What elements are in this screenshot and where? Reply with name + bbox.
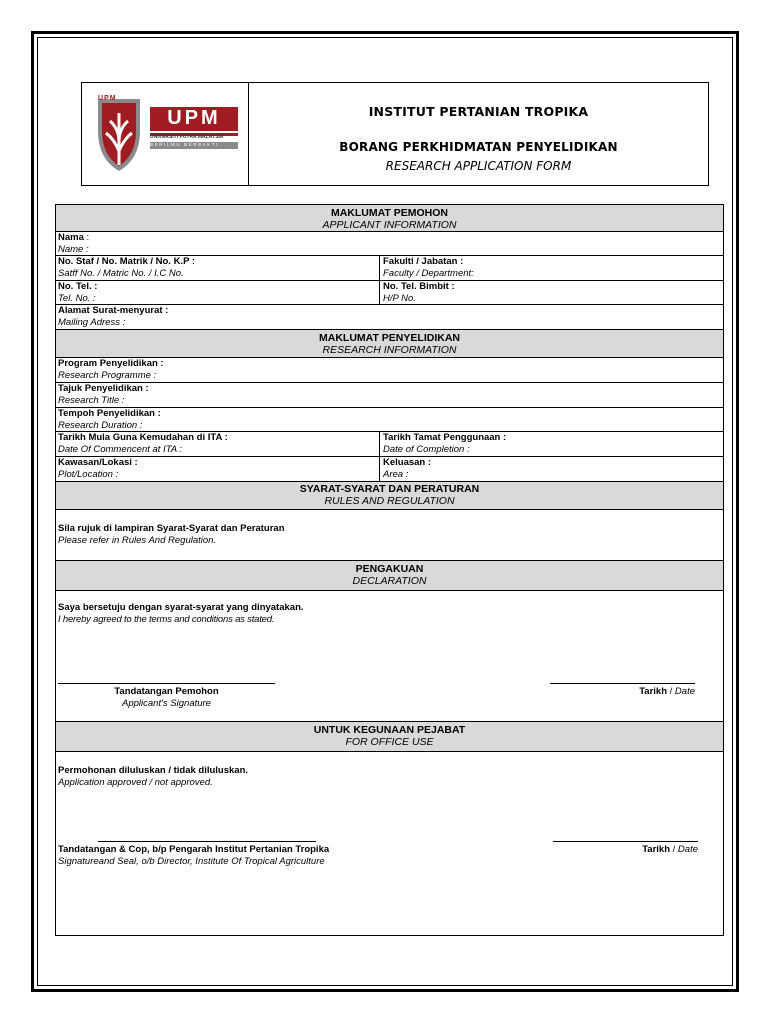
field-label: No. Staf / No. Matrik / No. K.P : xyxy=(58,256,196,267)
field-label: No. Tel. : xyxy=(58,281,98,292)
field-label: Tempoh Penyelidikan : xyxy=(58,408,161,419)
signature-label: Tandatangan & Cop, b/p Pengarah Institut Pertanian Tropika xyxy=(58,844,330,855)
rules-text: Sila rujuk di lampiran Syarat-Syarat dan Peraturan xyxy=(58,523,285,534)
row-staff-faculty xyxy=(56,256,723,281)
signature-label: Tandatangan Pemohon xyxy=(114,686,219,697)
date-label-en: Date xyxy=(674,686,695,697)
field-mailing-address[interactable] xyxy=(56,305,723,330)
field-label-en: Research Duration : xyxy=(58,420,143,431)
field-label-en: H/P No. xyxy=(383,293,416,304)
row-tel xyxy=(56,281,723,305)
upm-logo xyxy=(82,83,249,185)
section-title-en: RULES AND REGULATION xyxy=(324,495,455,507)
office-body xyxy=(56,752,723,940)
institute-name: INSTITUT PERTANIAN TROPIKA xyxy=(368,104,589,119)
field-completion-date[interactable] xyxy=(379,432,723,456)
section-title: MAKLUMAT PEMOHON xyxy=(330,207,449,219)
date-separator: / xyxy=(667,686,675,697)
field-label: Program Penyelidikan : xyxy=(58,358,164,369)
field-staff-no[interactable] xyxy=(56,256,379,280)
office-text: Permohonan diluluskan / tidak diluluskan. xyxy=(58,765,249,776)
field-label-en: Research Programme : xyxy=(58,370,157,381)
signature-label-en: Signatureand Seal, o/b Director, Institute Of Tropical Agriculture xyxy=(58,856,325,867)
date-label-en: Date xyxy=(677,844,698,855)
field-tel-no[interactable] xyxy=(56,281,379,304)
field-label: Nama xyxy=(58,232,84,243)
applicant-date-caption xyxy=(550,686,695,698)
header-titles xyxy=(249,83,708,185)
section-title: MAKLUMAT PENYELIDIKAN xyxy=(319,332,460,344)
signature-label-en: Applicant's Signature xyxy=(122,698,211,709)
section-title: UNTUK KEGUNAAN PEJABAT xyxy=(313,724,466,736)
logo-motto: BERILMU BERBAKTI xyxy=(150,142,220,147)
field-label: Fakulti / Jabatan : xyxy=(383,256,464,267)
section-title-en: FOR OFFICE USE xyxy=(345,736,434,748)
field-label-en: Name : xyxy=(58,244,89,255)
field-label-en: Faculty / Department: xyxy=(383,268,474,279)
section-research-info xyxy=(56,330,723,358)
declaration-body xyxy=(56,591,723,722)
field-commence-date[interactable] xyxy=(56,432,379,456)
field-label: Tarikh Mula Guna Kemudahan di ITA : xyxy=(58,432,228,443)
form-title: BORANG PERKHIDMATAN PENYELIDIKAN xyxy=(339,140,618,154)
applicant-signature-caption xyxy=(58,686,275,710)
section-declaration xyxy=(56,561,723,591)
section-title-en: DECLARATION xyxy=(352,575,427,587)
field-research-duration[interactable] xyxy=(56,408,723,432)
field-label-en: Mailing Adress : xyxy=(58,317,126,328)
section-title-en: RESEARCH INFORMATION xyxy=(322,344,457,356)
field-label-en: Tel. No. : xyxy=(58,293,96,304)
application-form xyxy=(55,204,724,936)
row-plot-area xyxy=(56,457,723,482)
office-date-caption xyxy=(553,844,698,856)
applicant-signature-line[interactable] xyxy=(58,683,275,684)
field-research-programme[interactable] xyxy=(56,358,723,383)
office-date-line[interactable] xyxy=(553,841,698,842)
field-label: Alamat Surat-menyurat : xyxy=(58,305,169,316)
form-title-en: RESEARCH APPLICATION FORM xyxy=(385,159,572,173)
field-label-en: Satff No. / Matric No. / I.C No. xyxy=(58,268,184,279)
row-dates xyxy=(56,432,723,457)
section-applicant-info xyxy=(56,205,723,232)
logo-university-name: UNIVERSITI PUTRA MALAYSIA xyxy=(150,134,224,140)
section-rules xyxy=(56,482,723,510)
field-label: Tajuk Penyelidikan : xyxy=(58,383,149,394)
logo-big-text: UPM xyxy=(167,107,221,129)
director-signature-line[interactable] xyxy=(98,841,316,842)
field-name[interactable]: Nama : Name : xyxy=(56,232,723,256)
field-label-en: Area : xyxy=(383,469,409,480)
office-text-en: Application approved / not approved. xyxy=(58,777,213,788)
director-signature-caption xyxy=(58,844,329,868)
field-label: Kawasan/Lokasi : xyxy=(58,457,138,468)
field-research-title[interactable] xyxy=(56,383,723,408)
date-separator: / xyxy=(670,844,678,855)
field-label: No. Tel. Bimbit : xyxy=(383,281,455,292)
section-title-en: APPLICANT INFORMATION xyxy=(322,219,457,231)
date-label: Tarikh xyxy=(642,844,670,855)
field-area[interactable] xyxy=(379,457,723,481)
declaration-text: Saya bersetuju dengan syarat-syarat yang dinyatakan. xyxy=(58,602,304,613)
field-label-en: Research Title : xyxy=(58,395,125,406)
field-faculty[interactable] xyxy=(379,256,723,280)
declaration-text-en: I hereby agreed to the terms and conditions as stated. xyxy=(58,614,275,625)
field-hp-no[interactable] xyxy=(379,281,723,304)
logo-small-text: UPM xyxy=(98,95,117,102)
applicant-date-line[interactable] xyxy=(550,683,695,684)
field-label-en: Plot/Location : xyxy=(58,469,119,480)
section-title: SYARAT-SYARAT DAN PERATURAN xyxy=(299,483,480,495)
field-plot-location[interactable] xyxy=(56,457,379,481)
field-label-en: Date Of Commencent at ITA : xyxy=(58,444,183,455)
rules-text-en: Please refer in Rules And Regulation. xyxy=(58,535,217,546)
form-header xyxy=(81,82,709,186)
section-title: PENGAKUAN xyxy=(355,563,424,575)
field-label-en: Date of Completion : xyxy=(383,444,470,455)
field-label: Keluasan : xyxy=(383,457,432,468)
field-label: Tarikh Tamat Penggunaan : xyxy=(383,432,507,443)
date-label: Tarikh xyxy=(639,686,667,697)
section-office-use xyxy=(56,722,723,752)
rules-body xyxy=(56,510,723,561)
